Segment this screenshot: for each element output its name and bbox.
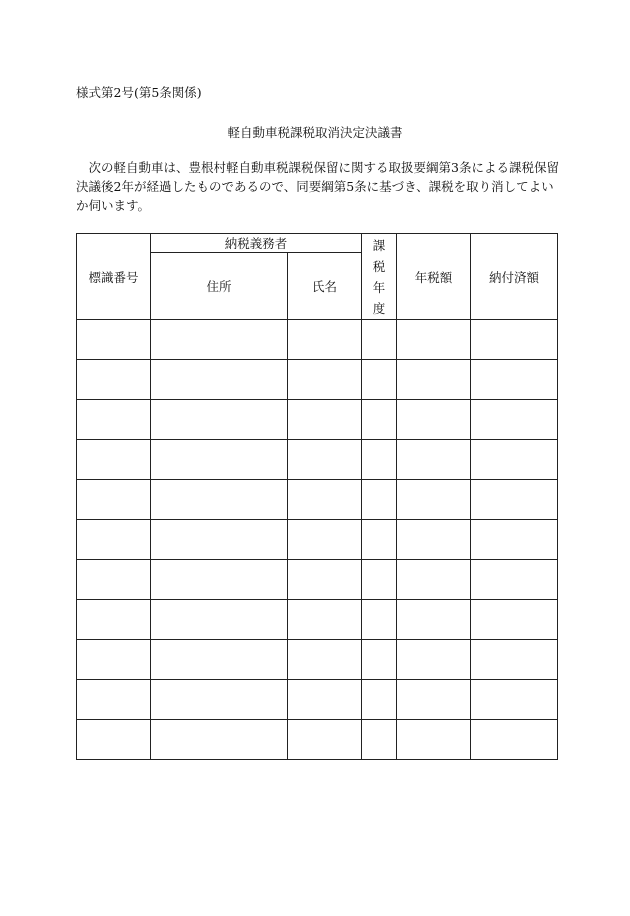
annual-tax-cell [397, 320, 471, 360]
table-row [77, 680, 558, 720]
annual-tax-cell [397, 400, 471, 440]
address-cell [151, 480, 288, 520]
plate-number-cell [77, 560, 151, 600]
header-taxpayer: 納税義務者 [151, 234, 362, 253]
paid-amount-cell [471, 520, 558, 560]
table-row [77, 400, 558, 440]
table-row [77, 600, 558, 640]
name-cell [288, 520, 362, 560]
annual-tax-cell [397, 640, 471, 680]
tax-cancellation-table [76, 233, 558, 760]
body-paragraph [76, 158, 561, 215]
plate-number-cell [77, 640, 151, 680]
address-cell [151, 640, 288, 680]
name-cell [288, 600, 362, 640]
tax-year-cell [362, 640, 397, 680]
name-cell [288, 440, 362, 480]
paid-amount-cell [471, 480, 558, 520]
annual-tax-cell [397, 720, 471, 760]
header-address: 住所 [151, 253, 288, 320]
plate-number-cell [77, 320, 151, 360]
header-name: 氏名 [288, 253, 362, 320]
tax-year-cell [362, 320, 397, 360]
table-row [77, 520, 558, 560]
address-cell [151, 520, 288, 560]
body-line-1: 次の軽自動車は、豊根村軽自動車税課税保留に関する取扱要綱第3条による課税保留決 [76, 160, 559, 194]
name-cell [288, 640, 362, 680]
paid-amount-cell [471, 560, 558, 600]
plate-number-cell [77, 520, 151, 560]
table-row [77, 360, 558, 400]
tax-year-cell [362, 480, 397, 520]
name-cell [288, 680, 362, 720]
table-row [77, 320, 558, 360]
address-cell [151, 320, 288, 360]
tax-year-cell [362, 560, 397, 600]
table-row [77, 440, 558, 480]
name-cell [288, 480, 362, 520]
plate-number-cell [77, 680, 151, 720]
body-line-3: ます。 [113, 198, 151, 213]
tax-year-char: 課 [372, 237, 386, 253]
table-row [77, 640, 558, 680]
plate-number-cell [77, 400, 151, 440]
tax-year-char: 度 [372, 300, 386, 316]
address-cell [151, 720, 288, 760]
table-row [77, 480, 558, 520]
tax-year-cell [362, 400, 397, 440]
name-cell [288, 400, 362, 440]
tax-year-char: 税 [372, 258, 386, 274]
annual-tax-cell [397, 560, 471, 600]
tax-year-vertical-label [373, 235, 386, 319]
annual-tax-cell [397, 360, 471, 400]
tax-year-cell [362, 720, 397, 760]
tax-year-cell [362, 600, 397, 640]
plate-number-cell [77, 480, 151, 520]
address-cell [151, 440, 288, 480]
body-line-2: 議後2年が経過したものであるので、同要綱第5条に基づき、課税を取り消してよいか伺い [76, 179, 554, 213]
annual-tax-cell [397, 520, 471, 560]
paid-amount-cell [471, 600, 558, 640]
address-cell [151, 600, 288, 640]
tax-year-cell [362, 360, 397, 400]
address-cell [151, 680, 288, 720]
tax-year-cell [362, 680, 397, 720]
header-tax-year [362, 234, 397, 320]
table-row [77, 720, 558, 760]
name-cell [288, 720, 362, 760]
annual-tax-cell [397, 680, 471, 720]
tax-year-cell [362, 440, 397, 480]
table-row [77, 560, 558, 600]
plate-number-cell [77, 440, 151, 480]
paid-amount-cell [471, 400, 558, 440]
annual-tax-cell [397, 600, 471, 640]
name-cell [288, 360, 362, 400]
header-plate-number: 標識番号 [77, 234, 151, 320]
plate-number-cell [77, 600, 151, 640]
document-title: 軽自動車税課税取消決定決議書 [227, 125, 403, 140]
paid-amount-cell [471, 320, 558, 360]
header-paid-amount: 納付済額 [471, 234, 558, 320]
table-body [77, 320, 558, 760]
form-number: 様式第2号(第5条関係) [76, 85, 202, 100]
tax-year-cell [362, 520, 397, 560]
paid-amount-cell [471, 720, 558, 760]
name-cell [288, 560, 362, 600]
annual-tax-cell [397, 440, 471, 480]
paid-amount-cell [471, 360, 558, 400]
tax-year-char: 年 [372, 279, 386, 295]
paid-amount-cell [471, 640, 558, 680]
paid-amount-cell [471, 680, 558, 720]
paid-amount-cell [471, 440, 558, 480]
address-cell [151, 400, 288, 440]
address-cell [151, 560, 288, 600]
plate-number-cell [77, 720, 151, 760]
annual-tax-cell [397, 480, 471, 520]
plate-number-cell [77, 360, 151, 400]
address-cell [151, 360, 288, 400]
header-annual-tax: 年税額 [397, 234, 471, 320]
name-cell [288, 320, 362, 360]
